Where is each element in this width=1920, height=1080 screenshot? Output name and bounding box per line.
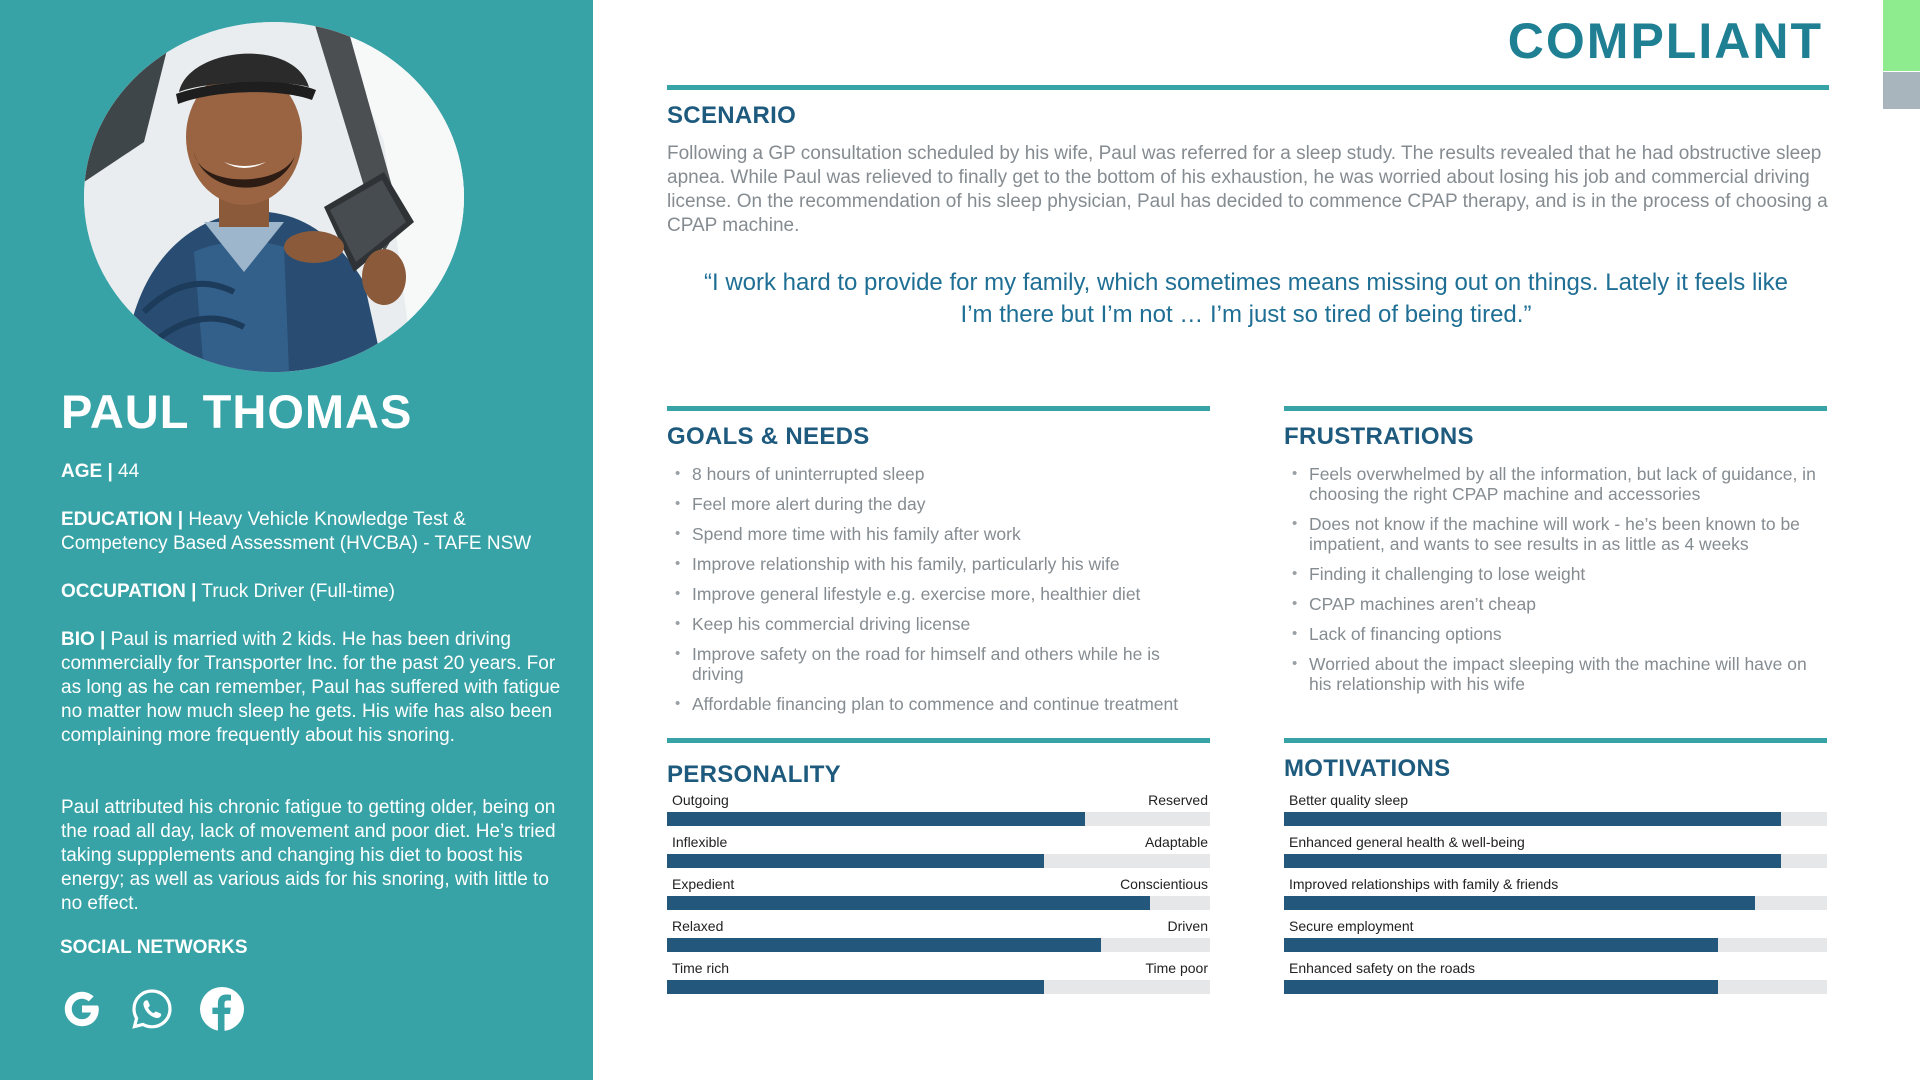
goals-divider <box>667 406 1210 411</box>
trait-left-label: Relaxed <box>672 918 724 934</box>
age-label: AGE | <box>61 461 113 482</box>
education-label: EDUCATION | <box>61 509 184 530</box>
trait-track <box>667 854 1210 868</box>
motivation-track <box>1284 854 1827 868</box>
scenario-divider <box>667 85 1829 90</box>
frustrations-item: • Feels overwhelmed by all the information, but lack of guidance, in choosing the right CPAP machine and accessories <box>1284 464 1827 504</box>
persona-quote: “I work hard to provide for my family, which sometimes means missing out on things. Lately it feels like I’m there but I’m not … I’m just so tired of being tired.” <box>704 269 1788 328</box>
scenario-title: SCENARIO <box>667 102 797 129</box>
motivation-fill <box>1284 896 1755 910</box>
trait-left-label: Expedient <box>672 876 735 892</box>
frustrations-item: • CPAP machines aren’t cheap <box>1284 594 1827 614</box>
motivation-row <box>1284 834 1827 876</box>
personality-trait-row <box>667 792 1210 834</box>
google-icon[interactable] <box>59 986 105 1032</box>
motivation-row <box>1284 876 1827 918</box>
motivation-row <box>1284 918 1827 960</box>
motivation-bars <box>1284 792 1827 1002</box>
goals-item: • 8 hours of uninterrupted sleep <box>667 464 1210 484</box>
frustrations-list <box>1284 464 1827 704</box>
persona-photo <box>84 22 464 372</box>
trait-left-label: Outgoing <box>672 792 729 808</box>
trait-right-label: Time poor <box>1145 960 1208 976</box>
motivation-fill <box>1284 980 1718 994</box>
trait-track <box>667 896 1210 910</box>
motivation-label: Enhanced general health & well-being <box>1289 834 1525 850</box>
motivation-row <box>1284 792 1827 834</box>
motivation-label: Improved relationships with family & friends <box>1289 876 1559 892</box>
social-networks-title: SOCIAL NETWORKS <box>60 937 248 958</box>
motivation-fill <box>1284 812 1781 826</box>
motivation-fill <box>1284 938 1718 952</box>
goals-title: GOALS & NEEDS <box>667 423 870 450</box>
goals-item: • Improve general lifestyle e.g. exercise more, healthier diet <box>667 584 1210 604</box>
personality-divider <box>667 738 1210 743</box>
trait-right-label: Conscientious <box>1120 876 1208 892</box>
goals-list <box>667 464 1210 724</box>
motivations-divider <box>1284 738 1827 743</box>
personality-title: PERSONALITY <box>667 761 841 788</box>
frustrations-divider <box>1284 406 1827 411</box>
motivations-title: MOTIVATIONS <box>1284 755 1451 782</box>
bio-line <box>61 628 561 748</box>
motivation-track <box>1284 896 1827 910</box>
scenario-text: Following a GP consultation scheduled by his wife, Paul was referred for a sleep study. The results revealed that he had obstructive sleep apnea. While Paul was relieved to finally get to the bottom of his exhaustion, he was worried about losing his job and commercial driving license. On the recommendation of his sleep physician, Paul has decided to commence CPAP therapy, and is in the process of choosing a CPAP machine. <box>667 143 1828 236</box>
motivation-label: Enhanced safety on the roads <box>1289 960 1476 976</box>
trait-right-label: Driven <box>1167 918 1208 934</box>
goals-item: • Affordable financing plan to commence and continue treatment <box>667 694 1210 714</box>
age-value: 44 <box>112 461 140 482</box>
goals-item: • Feel more alert during the day <box>667 494 1210 514</box>
bio-paragraph-2: Paul attributed his chronic fatigue to getting older, being on the road all day, lack of movement and poor diet. He’s tried taking suppplements and changing his diet to boost his energy; as well as various aids for his snoring, with little to no effect. <box>61 797 556 914</box>
motivation-label: Secure employment <box>1289 918 1414 934</box>
trait-fill <box>667 812 1085 826</box>
trait-track <box>667 980 1210 994</box>
occupation-value: Truck Driver (Full-time) <box>196 581 395 602</box>
frustrations-title: FRUSTRATIONS <box>1284 423 1474 450</box>
motivation-row <box>1284 960 1827 1002</box>
trait-right-label: Adaptable <box>1144 834 1208 850</box>
motivation-track <box>1284 812 1827 826</box>
goals-item: • Improve safety on the road for himself and others while he is driving <box>667 644 1210 684</box>
whatsapp-icon[interactable] <box>129 986 175 1032</box>
facebook-icon[interactable] <box>199 986 245 1032</box>
trait-fill <box>667 938 1101 952</box>
persona-panel <box>0 0 593 1080</box>
personality-trait-row <box>667 918 1210 960</box>
trait-right-label: Reserved <box>1148 792 1208 808</box>
goals-item: • Improve relationship with his family, particularly his wife <box>667 554 1210 574</box>
occupation-line <box>61 580 561 604</box>
frustrations-item: • Finding it challenging to lose weight <box>1284 564 1827 584</box>
frustrations-item: • Lack of financing options <box>1284 624 1827 644</box>
motivation-track <box>1284 938 1827 952</box>
goals-item: • Spend more time with his family after work <box>667 524 1210 544</box>
motivation-fill <box>1284 854 1781 868</box>
trait-left-label: Inflexible <box>672 834 728 850</box>
personality-trait-row <box>667 960 1210 1002</box>
trait-fill <box>667 980 1044 994</box>
personality-trait-row <box>667 834 1210 876</box>
frustrations-item: • Does not know if the machine will work - he’s been known to be impatient, and wants to see results in as little as 4 weeks <box>1284 514 1827 554</box>
bio-value: Paul is married with 2 kids. He has been driving commercially for Transporter Inc. for the past 20 years. For as long as he can remember, Paul has suffered with fatigue no matter how much sleep he gets. His wife has also been complaining more frequently about his snoring. <box>61 629 561 746</box>
trait-left-label: Time rich <box>672 960 730 976</box>
goals-item: • Keep his commercial driving license <box>667 614 1210 634</box>
trait-fill <box>667 896 1150 910</box>
frustrations-item: • Worried about the impact sleeping with the machine will have on his relationship with his wife <box>1284 654 1827 694</box>
status-tab-green[interactable] <box>1883 0 1920 71</box>
compliance-status: COMPLIANT <box>1507 13 1823 69</box>
age-line <box>61 460 561 484</box>
driver-portrait-image <box>84 22 464 372</box>
trait-track <box>667 938 1210 952</box>
personality-trait-row <box>667 876 1210 918</box>
bio-label: BIO | <box>61 629 106 650</box>
status-tab-gray[interactable] <box>1883 72 1920 109</box>
trait-fill <box>667 854 1044 868</box>
trait-track <box>667 812 1210 826</box>
education-line <box>61 508 561 556</box>
education-value: Heavy Vehicle Knowledge Test & Competency Based Assessment (HVCBA) - TAFE NSW <box>61 509 532 554</box>
motivation-label: Better quality sleep <box>1289 792 1409 808</box>
occupation-label: OCCUPATION | <box>61 581 197 602</box>
personality-bars <box>667 792 1210 1002</box>
persona-name: PAUL THOMAS <box>61 385 413 438</box>
motivation-track <box>1284 980 1827 994</box>
